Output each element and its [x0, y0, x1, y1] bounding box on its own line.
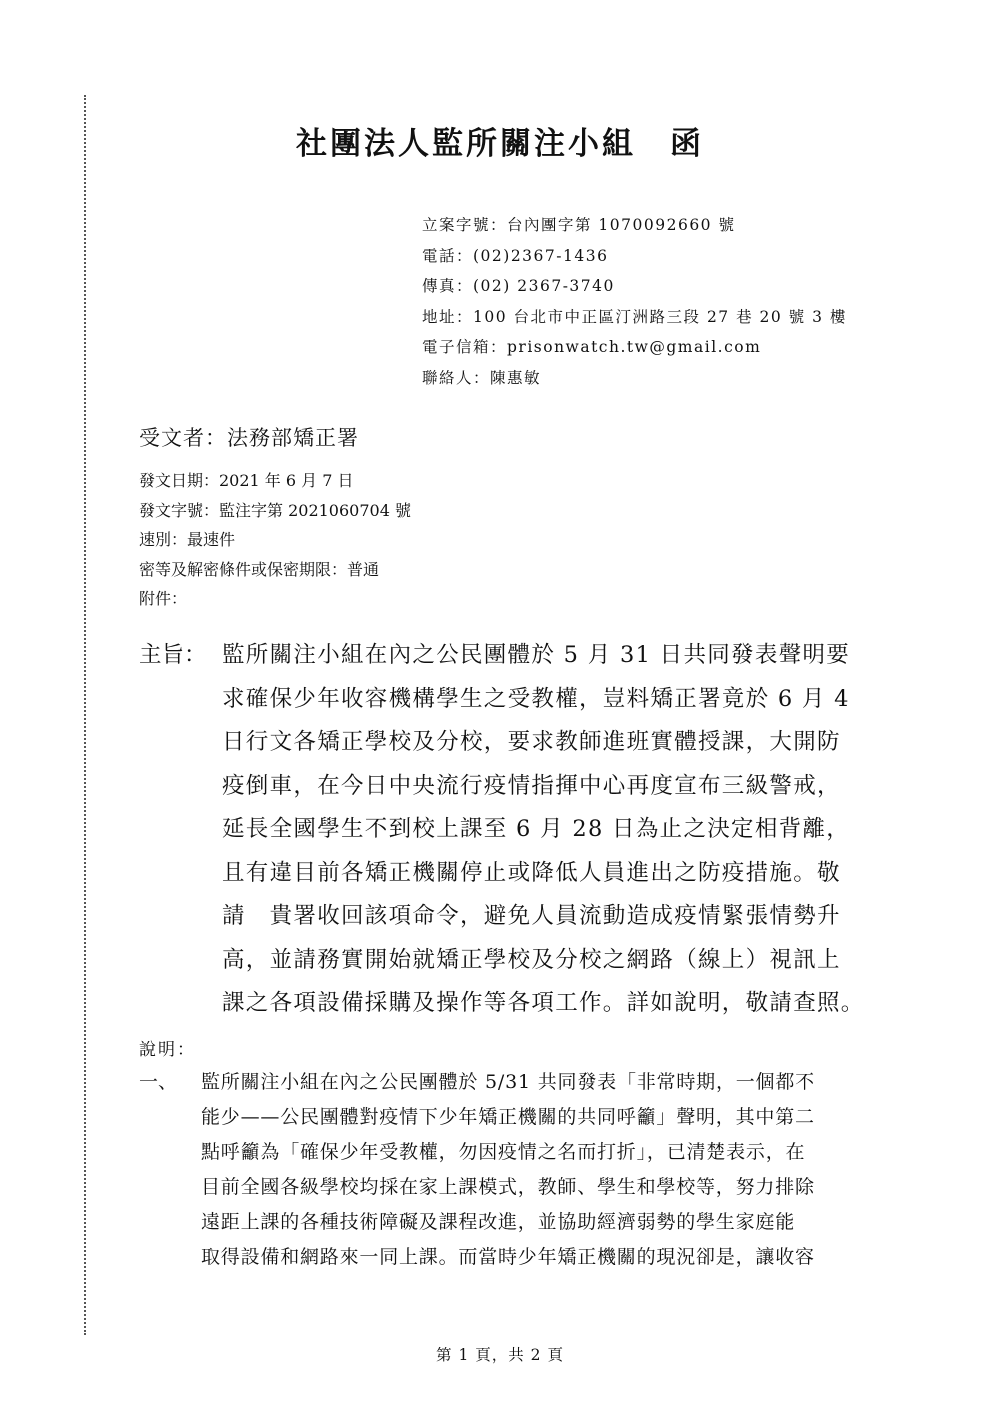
subject-line: 疫倒車，在今日中央流行疫情指揮中心再度宣布三級警戒，: [222, 772, 841, 799]
org-registration-number: 立案字號：台內團字第 1070092660 號: [422, 216, 736, 234]
item-line: 監所關注小組在內之公民團體於 5/31 共同發表「非常時期，一個都不: [201, 1071, 815, 1093]
page-number-footer: 第 1 頁，共 2 頁: [436, 1346, 564, 1364]
document-number: 發文字號：監注字第 2021060704 號: [139, 500, 411, 520]
item-marker: 一、: [139, 1071, 178, 1093]
org-email: 電子信箱：prisonwatch.tw@gmail.com: [422, 338, 762, 356]
attachments: 附件：: [139, 589, 188, 608]
item-line: 能少——公民團體對疫情下少年矯正機關的共同呼籲」聲明，其中第二: [201, 1106, 815, 1128]
subject-line: 課之各項設備採購及操作等各項工作。詳如說明，敬請查照。: [222, 990, 865, 1016]
item-line: 遠距上課的各種技術障礙及課程改進，並協助經濟弱勢的學生家庭能: [201, 1211, 796, 1233]
subject-line: 求確保少年收容機構學生之受教權，豈料矯正署竟於 6 月 4: [222, 685, 850, 712]
explanation-label: 說明：: [139, 1040, 196, 1060]
subject-line: 且有違目前各矯正機關停止或降低人員進出之防疫措施。敬: [222, 859, 841, 886]
org-contact-person: 聯絡人：陳惠敏: [422, 368, 542, 387]
recipient: 受文者：法務部矯正署: [139, 426, 359, 450]
item-line: 點呼籲為「確保少年受教權，勿因疫情之名而打折」，已清楚表示，在: [201, 1141, 806, 1163]
item-line: 取得設備和網路來一同上課。而當時少年矯正機關的現況卻是，讓收容: [201, 1246, 815, 1268]
subject-label: 主旨：: [139, 642, 207, 668]
issue-date: 發文日期：2021 年 6 月 7 日: [139, 471, 354, 490]
org-info-block: [422, 210, 847, 393]
subject-line: 日行文各矯正學校及分校，要求教師進班實體授課，大開防: [222, 729, 841, 755]
subject-line: 監所關注小組在內之公民團體於 5 月 31 日共同發表聲明要: [222, 642, 851, 668]
binding-dotted-line: [84, 95, 86, 1335]
org-phone: 電話：(02)2367-1436: [422, 246, 609, 265]
document-meta: [139, 466, 411, 614]
subject-line: 高，並請務實開始就矯正學校及分校之網路（線上）視訊上: [222, 946, 841, 973]
document-title: 社團法人監所關注小組 函: [296, 126, 704, 162]
subject-line: 請 貴署收回該項命令，避免人員流動造成疫情緊張情勢升: [222, 903, 841, 929]
org-address: 地址：100 台北市中正區汀洲路三段 27 巷 20 號 3 樓: [422, 307, 847, 326]
security-classification: 密等及解密條件或保密期限：普通: [139, 559, 380, 579]
org-fax: 傳真：(02) 2367-3740: [422, 277, 615, 295]
item-line: 目前全國各級學校均採在家上課模式，教師、學生和學校等，努力排除: [201, 1176, 815, 1198]
subject-line: 延長全國學生不到校上課至 6 月 28 日為止之決定相背離，: [222, 816, 851, 842]
urgency-level: 速別：最速件: [139, 530, 236, 549]
